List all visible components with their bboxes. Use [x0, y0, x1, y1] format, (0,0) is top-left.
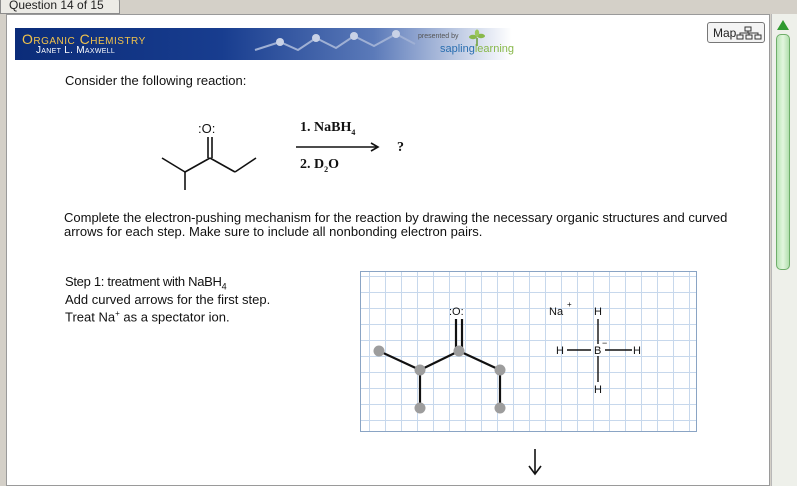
question-prompt: Consider the following reaction: — [65, 73, 247, 88]
canvas-structures[interactable] — [360, 271, 697, 432]
sodium-label: Na — [549, 306, 564, 318]
presented-by-text: presented by — [418, 33, 459, 40]
atom-node — [374, 346, 385, 357]
step-instruction-1: Add curved arrows for the first step. — [65, 292, 271, 307]
step-instruction-2: Treat Na+ as a spectator ion. — [65, 309, 230, 325]
scroll-up-icon[interactable] — [775, 18, 791, 32]
reaction-scheme — [150, 115, 430, 190]
course-title: Organic Chemistry — [22, 31, 146, 47]
course-author: Janet L. Maxwell — [36, 45, 116, 56]
hydrogen-bottom: H — [594, 384, 602, 396]
map-icon[interactable] — [736, 26, 762, 40]
canvas-bond — [420, 351, 459, 370]
reagent-step-1: 1. NaBH$_4$ — [300, 120, 356, 137]
instructions-text: Complete the electron-pushing mechanism for the reaction by drawing the necessary organic structures and curved arrows for each step. Make sure to include all nonbonding electron pairs. — [64, 210, 728, 239]
reagent-step-2: 2. $D_2O$ — [300, 157, 340, 174]
atom-node — [454, 346, 465, 357]
sapling-learning-logo — [440, 43, 514, 55]
oxygen-label: :O: — [198, 121, 216, 136]
map-label: Map — [713, 26, 737, 40]
canvas-bond — [459, 351, 500, 370]
bond-line — [185, 158, 210, 172]
molecule-decoration-icon — [250, 28, 420, 60]
atom-node — [495, 365, 506, 376]
atom-node — [415, 365, 426, 376]
atom-node — [415, 403, 426, 414]
atom-node — [495, 403, 506, 414]
bond-line — [162, 158, 185, 172]
hydrogen-right: H — [633, 345, 641, 357]
hydrogen-left: H — [556, 345, 564, 357]
product-placeholder: ? — [397, 140, 404, 155]
learning-word: learning — [474, 43, 514, 55]
scrollbar-thumb[interactable] — [776, 34, 790, 270]
canvas-oxygen: :O: — [449, 306, 464, 318]
boron-label: B — [594, 345, 602, 357]
question-tab[interactable]: Question 14 of 15 — [0, 0, 120, 14]
sodium-charge: + — [567, 300, 572, 309]
bond-line — [210, 158, 235, 172]
boron-charge: − — [602, 338, 608, 348]
canvas-bond — [379, 351, 420, 370]
hydrogen-top: H — [594, 306, 602, 318]
step-title: Step 1: treatment with NaBH$_4$ — [65, 274, 227, 292]
sapling-word: sapling — [440, 43, 475, 55]
bond-line — [235, 158, 256, 172]
down-arrow-icon — [527, 447, 543, 477]
